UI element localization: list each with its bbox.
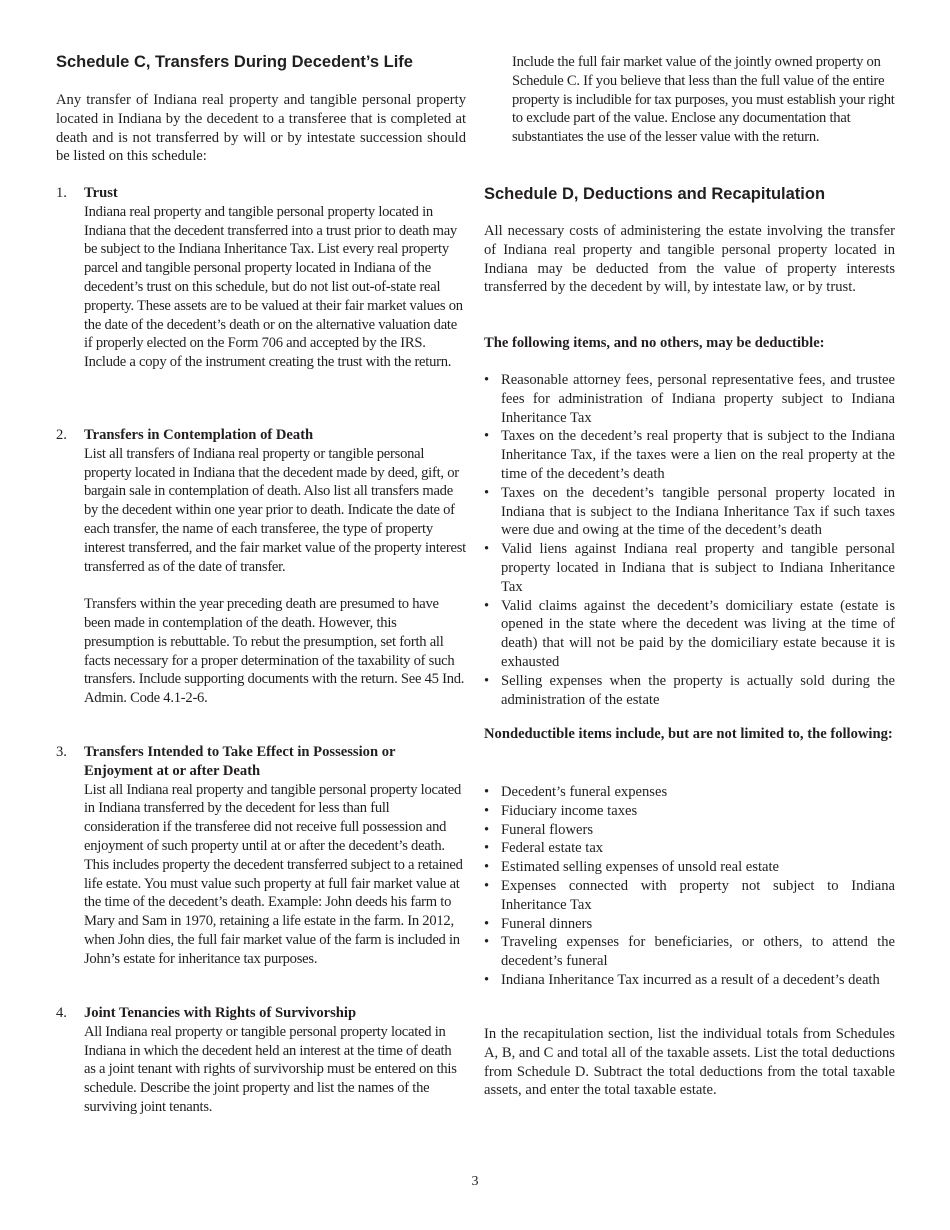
item-number: 4. [56,1005,67,1021]
list-item: • Fiduciary income taxes [484,802,895,821]
list-item: • Funeral flowers [484,821,895,840]
schedule-d-intro: All necessary costs of administering the estate involving the transfer of Indiana real property and tangible personal property located in Indiana may be deducted from the value of property interests transferred by the decedent by will, by intestate law, or by trust. [484,223,895,296]
item-number: 1. [56,185,67,201]
list-item: • Selling expenses when the property is actually sold during the administration of the estate [484,672,895,710]
schedule-c-intro: Any transfer of Indiana real property and tangible personal property located in Indiana by the decedent to a transferee that is completed at death and is not transferred by will or by intestate succession should be listed on this schedule: [56,92,466,165]
list-item: • Expenses connected with property not subject to Indiana Inheritance Tax [484,877,895,915]
item-title: Transfers Intended to Take Effect in Possession or Enjoyment at or after Death [84,744,396,779]
schedule-c-item-3 [56,743,466,969]
schedule-c-item-2 [56,426,466,708]
list-item: • Federal estate tax [484,839,895,858]
page-number: 3 [471,1174,479,1189]
list-item: • Valid claims against the decedent’s domiciliary estate (estate is opened in the state where the decedent was living at the time of death) that will not be paid by the domiciliary estate because it is exhausted [484,597,895,672]
list-item: • Taxes on the decedent’s real property that is subject to the Indiana Inheritance Tax, if the taxes were a lien on the real property at the time of the decedent’s death [484,427,895,483]
list-item: • Valid liens against Indiana real property and tangible personal property located in Indiana that is subject to Indiana Inheritance Tax [484,540,895,596]
schedule-c-heading: Schedule C, Transfers During Decedent’s Life [56,53,413,71]
item-paragraph: Indiana real property and tangible personal property located in Indiana that the decedent transferred into a trust prior to death may be subject to the Indiana Inheritance Tax. List every real property parcel and tangible personal property located in Indiana of the decedent’s trust on this schedule, but do not list out-of-state real property. These assets are to be valued at their fair market values on the date of the decedent’s death or on the alternative valuation date if properly elected on the Form 706 and accepted by the IRS. Include a copy of the instrument creating the trust with the return. [84,203,463,371]
deductible-list [484,371,895,709]
recapitulation-paragraph: In the recapitulation section, list the individual totals from Schedules A, B, and C and total all of the taxable assets. List the total deductions from Schedule D. Subtract the total deductions from the total taxable assets, and enter the total taxable estate. [484,1026,895,1099]
list-item: • Indiana Inheritance Tax incurred as a result of a decedent’s death [484,971,895,990]
item-title: Trust [84,185,118,201]
item-paragraph: List all Indiana real property and tangible personal property located in Indiana transferred by the decedent for less than full consideration if the transferee did not receive full possession and enjoyment of such property until at or after the decedent’s death. This includes property the decedent transferred subject to a retained life estate. You must value such property at full fair market value at the time of the decedent’s death. Example: John deeds his farm to Mary and Sam in 1970, retaining a life estate in the farm. In 2012, when John dies, the full fair market value of the farm is included in John’s estate for inheritance tax purposes. [84,781,463,967]
list-item: • Decedent’s funeral expenses [484,783,895,802]
list-item: • Traveling expenses for beneficiaries, or others, to attend the decedent’s funeral [484,933,895,971]
list-item: • Funeral dinners [484,915,895,934]
schedule-c-item-1 [56,184,466,372]
nondeductible-label: Nondeductible items include, but are not limited to, the following: [484,726,893,742]
item-title: Joint Tenancies with Rights of Survivorship [84,1005,357,1021]
schedule-d-heading: Schedule D, Deductions and Recapitulation [484,185,826,203]
item-number: 2. [56,427,67,443]
item-title: Transfers in Contemplation of Death [84,427,314,443]
list-item: • Reasonable attorney fees, personal representative fees, and trustee fees for administration of Indiana property subject to Indiana Inheritance Tax [484,371,895,427]
item-paragraph: All Indiana real property or tangible personal property located in Indiana in which the decedent held an interest at the time of death as a joint tenant with rights of survivorship must be entered on this schedule. Describe the joint property and list the names of the surviving joint tenants. [84,1023,457,1115]
item-paragraph: Transfers within the year preceding death are presumed to have been made in contemplation of the death. However, this presumption is rebuttable. To rebut the presumption, set forth all facts necessary for a proper determination of the taxability of such transfers. Include supporting documents with the return. See 45 Ind. Admin. Code 4.1-2-6. [84,596,465,707]
deductible-label: The following items, and no others, may be deductible: [484,335,825,351]
schedule-c-item-4 [56,1004,466,1117]
item-paragraph: List all transfers of Indiana real property or tangible personal property located in Indiana that the decedent made by deed, gift, or bargain sale in contemplation of death. Also list all transfers made by the decedent within one year prior to death. Indicate the date of each transfer, the name of each transferee, the type of property interest transferred, and the fair market value of the property interest transferred as of the date of transfer. [84,445,466,575]
list-item: • Estimated selling expenses of unsold real estate [484,858,895,877]
list-item: • Taxes on the decedent’s tangible personal property located in Indiana that is subject to the Indiana Inheritance Tax if such taxes were due and owing at the time of the decedent’s death [484,484,895,540]
joint-tenancy-continuation: Include the full fair market value of the jointly owned property on Schedule C. If you believe that less than the full value of the entire property is includible for tax purposes, you must establish your right to exclude part of the value. Enclose any documentation that substantiates the use of the lesser value with the return. [512,54,895,146]
nondeductible-list [484,783,895,990]
item-number: 3. [56,744,67,760]
